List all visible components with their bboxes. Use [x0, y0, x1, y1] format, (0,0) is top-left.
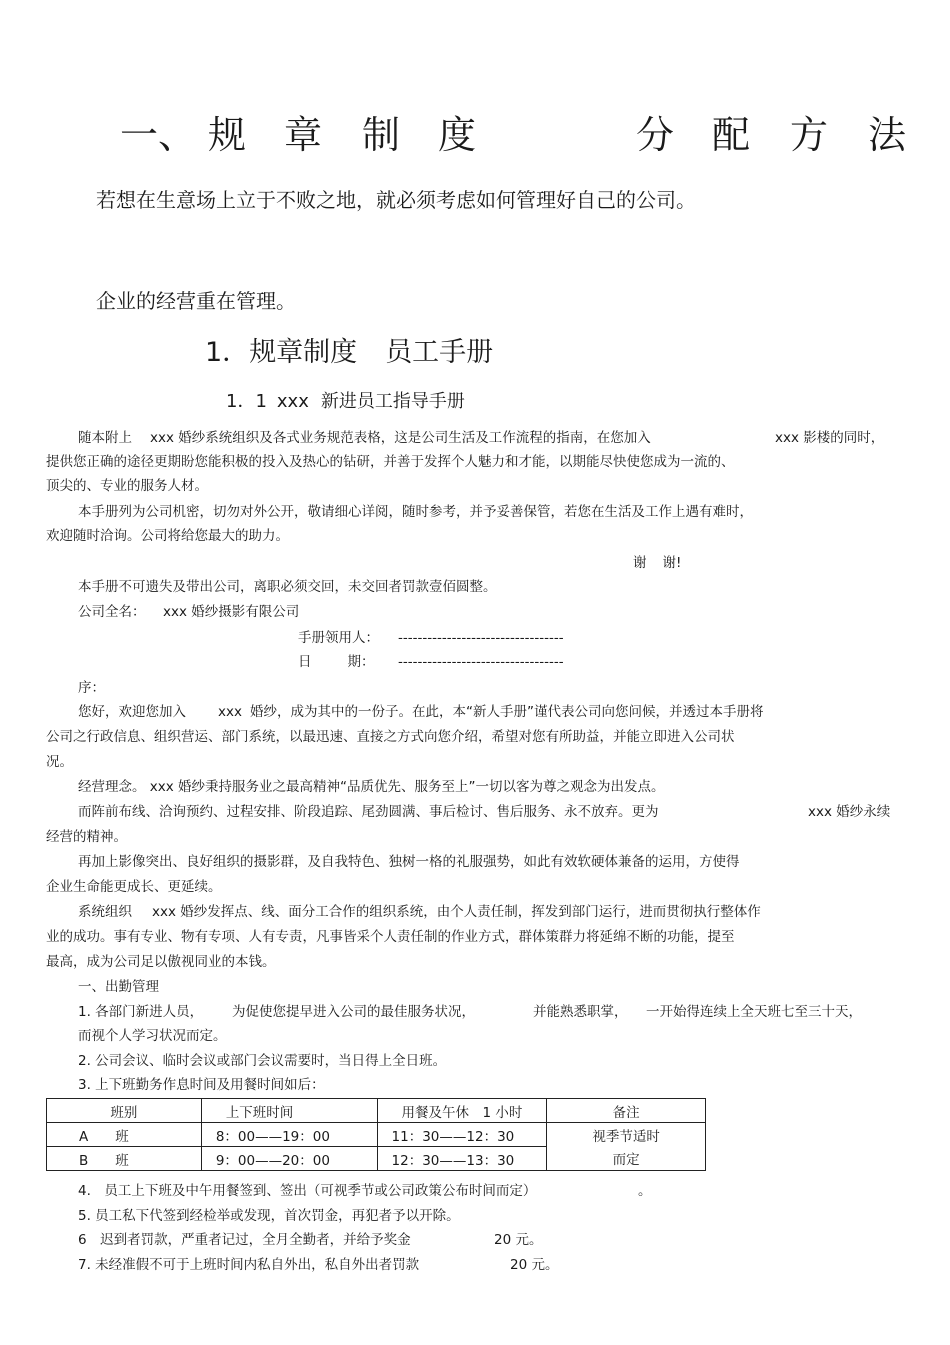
rule-line: 20 元。	[494, 1232, 543, 1248]
preface-line: 最高，成为公司足以傲视同业的本钱。	[46, 954, 276, 970]
lead-paragraph: 企业的经营重在管理。	[96, 289, 296, 313]
table-cell: 8：00——19：00	[201, 1123, 377, 1147]
section-title-a: 规章制度	[249, 337, 358, 368]
table-header-row	[47, 1099, 706, 1123]
title-char: 章	[284, 113, 323, 157]
rule-line: 3. 上下班勤务作息时间及用餐时间如后：	[78, 1077, 325, 1093]
rule-line: 1. 各部门新进人员，	[78, 1004, 204, 1020]
lead-paragraph: 若想在生意场上立于不败之地，就必须考虑如何管理好自己的公司。	[96, 188, 696, 212]
preface-line: 您好，欢迎您加入	[78, 704, 186, 720]
preface-line: 而阵前布线、洽询预约、过程安排、阶段追踪、尾劲圆满、事后检讨、售后服务、永不放弃。更为	[78, 804, 659, 820]
preface-line: 婚纱，成为其中的一份子。在此，本“新人手册”谨代表公司向您问候，并透过本手册将	[250, 704, 764, 720]
title-char: 制	[362, 113, 401, 157]
preface-line: 经营的精神。	[46, 829, 127, 845]
preface-line: 况。	[46, 754, 73, 770]
preface-line: 业的成功。事有专业、物有专项、人有专责，凡事皆采个人责任制的作业方式，群体策群力将延绵不断的功能，提至	[46, 929, 735, 945]
thanks-a: 谢	[633, 555, 647, 571]
receiver-label: 手册领用人：	[298, 630, 379, 646]
section-heading	[205, 336, 493, 370]
subsection-heading	[226, 390, 465, 414]
table-cell: A 班	[47, 1123, 202, 1147]
rule-line: 而视个人学习状况而定。	[78, 1028, 227, 1044]
preface-line: xxx 婚纱永续	[808, 804, 891, 820]
date-line: ----------------------------------	[398, 654, 564, 670]
section-number: 1．	[205, 337, 250, 368]
thanks-b: 谢!	[662, 555, 682, 571]
intro-line: 本手册不可遗失及带出公司，离职必须交回，未交回者罚款壹佰圆整。	[78, 579, 497, 595]
table-header: 用餐及午休 1 小时	[377, 1099, 547, 1123]
attendance-heading: 一、出勤管理	[78, 979, 159, 995]
table-header: 备注	[547, 1099, 706, 1123]
table-cell: 12：30——13：30	[377, 1147, 547, 1171]
table-cell: 11：30——12：30	[377, 1123, 547, 1147]
title-char: 规	[208, 113, 247, 157]
company-label: 公司全名：	[78, 604, 146, 620]
company-name: xxx 婚纱摄影有限公司	[163, 604, 300, 620]
table-row	[47, 1147, 706, 1171]
rule-line: 7. 未经准假不可于上班时间内私自外出，私自外出者罚款	[78, 1257, 420, 1273]
table-row	[47, 1123, 706, 1147]
title-char: 方	[790, 113, 829, 157]
preface-line: 再加上影像突出、良好组织的摄影群，及自我特色、独树一格的礼服强势，如此有效软硬体兼备的运用，方使得	[78, 854, 740, 870]
schedule-table	[46, 1098, 706, 1171]
rule-line: 一开始得连续上全天班七至三十天，	[646, 1004, 862, 1020]
intro-line: xxx 影楼的同时，	[775, 430, 885, 446]
intro-line: 随本附上	[78, 430, 132, 446]
intro-line: xxx 婚纱系统组织及各式业务规范表格，这是公司生活及工作流程的指南，在您加入	[150, 430, 651, 446]
date-label	[298, 652, 375, 672]
rule-line: 并能熟悉职掌，	[533, 1004, 628, 1020]
intro-line: 欢迎随时洽询。公司将给您最大的助力。	[46, 528, 289, 544]
preface-line: 公司之行政信息、组织营运、部门系统，以最迅速、直接之方式向您介绍，希望对您有所助益，并能立即进入公司状	[46, 729, 735, 745]
preface-line: 企业生命能更成长、更延续。	[46, 879, 222, 895]
rule-line: 20 元。	[510, 1257, 559, 1273]
section-title-b: 员工手册	[385, 337, 494, 368]
preface-line: 系统组织	[78, 904, 132, 920]
title-char: 分	[636, 113, 675, 157]
rule-line: 4. 员工上下班及中午用餐签到、签出（可视季节或公司政策公布时间而定）	[78, 1183, 537, 1199]
preface-line: 经营理念。 xxx 婚纱秉持服务业之最高精神“品质优先、服务至上”一切以客为尊之观念为出发点。	[78, 779, 665, 795]
subsection-title-b: 新进员工指导手册	[320, 391, 465, 412]
rule-line: 。	[638, 1183, 652, 1199]
date-label-b: 期：	[347, 654, 375, 670]
title-char: 配	[712, 113, 751, 157]
intro-line: 顶尖的、专业的服务人材。	[46, 478, 208, 494]
thanks-text	[633, 553, 681, 573]
preface-line: xxx	[218, 704, 242, 720]
title-char: 一、	[120, 113, 197, 157]
table-cell: 视季节适时	[547, 1123, 706, 1147]
subsection-title-a: xxx	[276, 391, 309, 412]
intro-line: 提供您正确的途径更期盼您能积极的投入及热心的钻研，并善于发挥个人魅力和才能，以期能尽快使您成为一流的、	[46, 454, 735, 470]
table-cell: 而定	[547, 1147, 706, 1171]
preface-line: xxx 婚纱发挥点、线、面分工合作的组织系统，由个人责任制，挥发到部门运行，进而贯彻执行整体作	[152, 904, 761, 920]
title-char: 度	[438, 113, 477, 157]
table-cell: 9：00——20：00	[201, 1147, 377, 1171]
intro-line: 本手册列为公司机密，切勿对外公开，敬请细心详阅，随时参考，并予妥善保管，若您在生活及工作上遇有难时，	[78, 504, 753, 520]
subsection-number: 1．1	[226, 391, 267, 412]
rule-line: 2. 公司会议、临时会议或部门会议需要时，当日得上全日班。	[78, 1053, 447, 1069]
table-cell: B 班	[47, 1147, 202, 1171]
rule-line: 6 迟到者罚款，严重者记过，全月全勤者，并给予奖金	[78, 1232, 411, 1248]
table-header: 班别	[47, 1099, 202, 1123]
preface-label: 序：	[78, 680, 105, 696]
title-char: 法	[868, 113, 907, 157]
rule-line: 为促使您提早进入公司的最佳服务状况，	[232, 1004, 475, 1020]
date-label-a: 日	[298, 654, 312, 670]
receiver-line: ----------------------------------	[398, 630, 564, 646]
table-header: 上下班时间	[201, 1099, 377, 1123]
rule-line: 5. 员工私下代签到经检举或发现，首次罚金，再犯者予以开除。	[78, 1208, 460, 1224]
